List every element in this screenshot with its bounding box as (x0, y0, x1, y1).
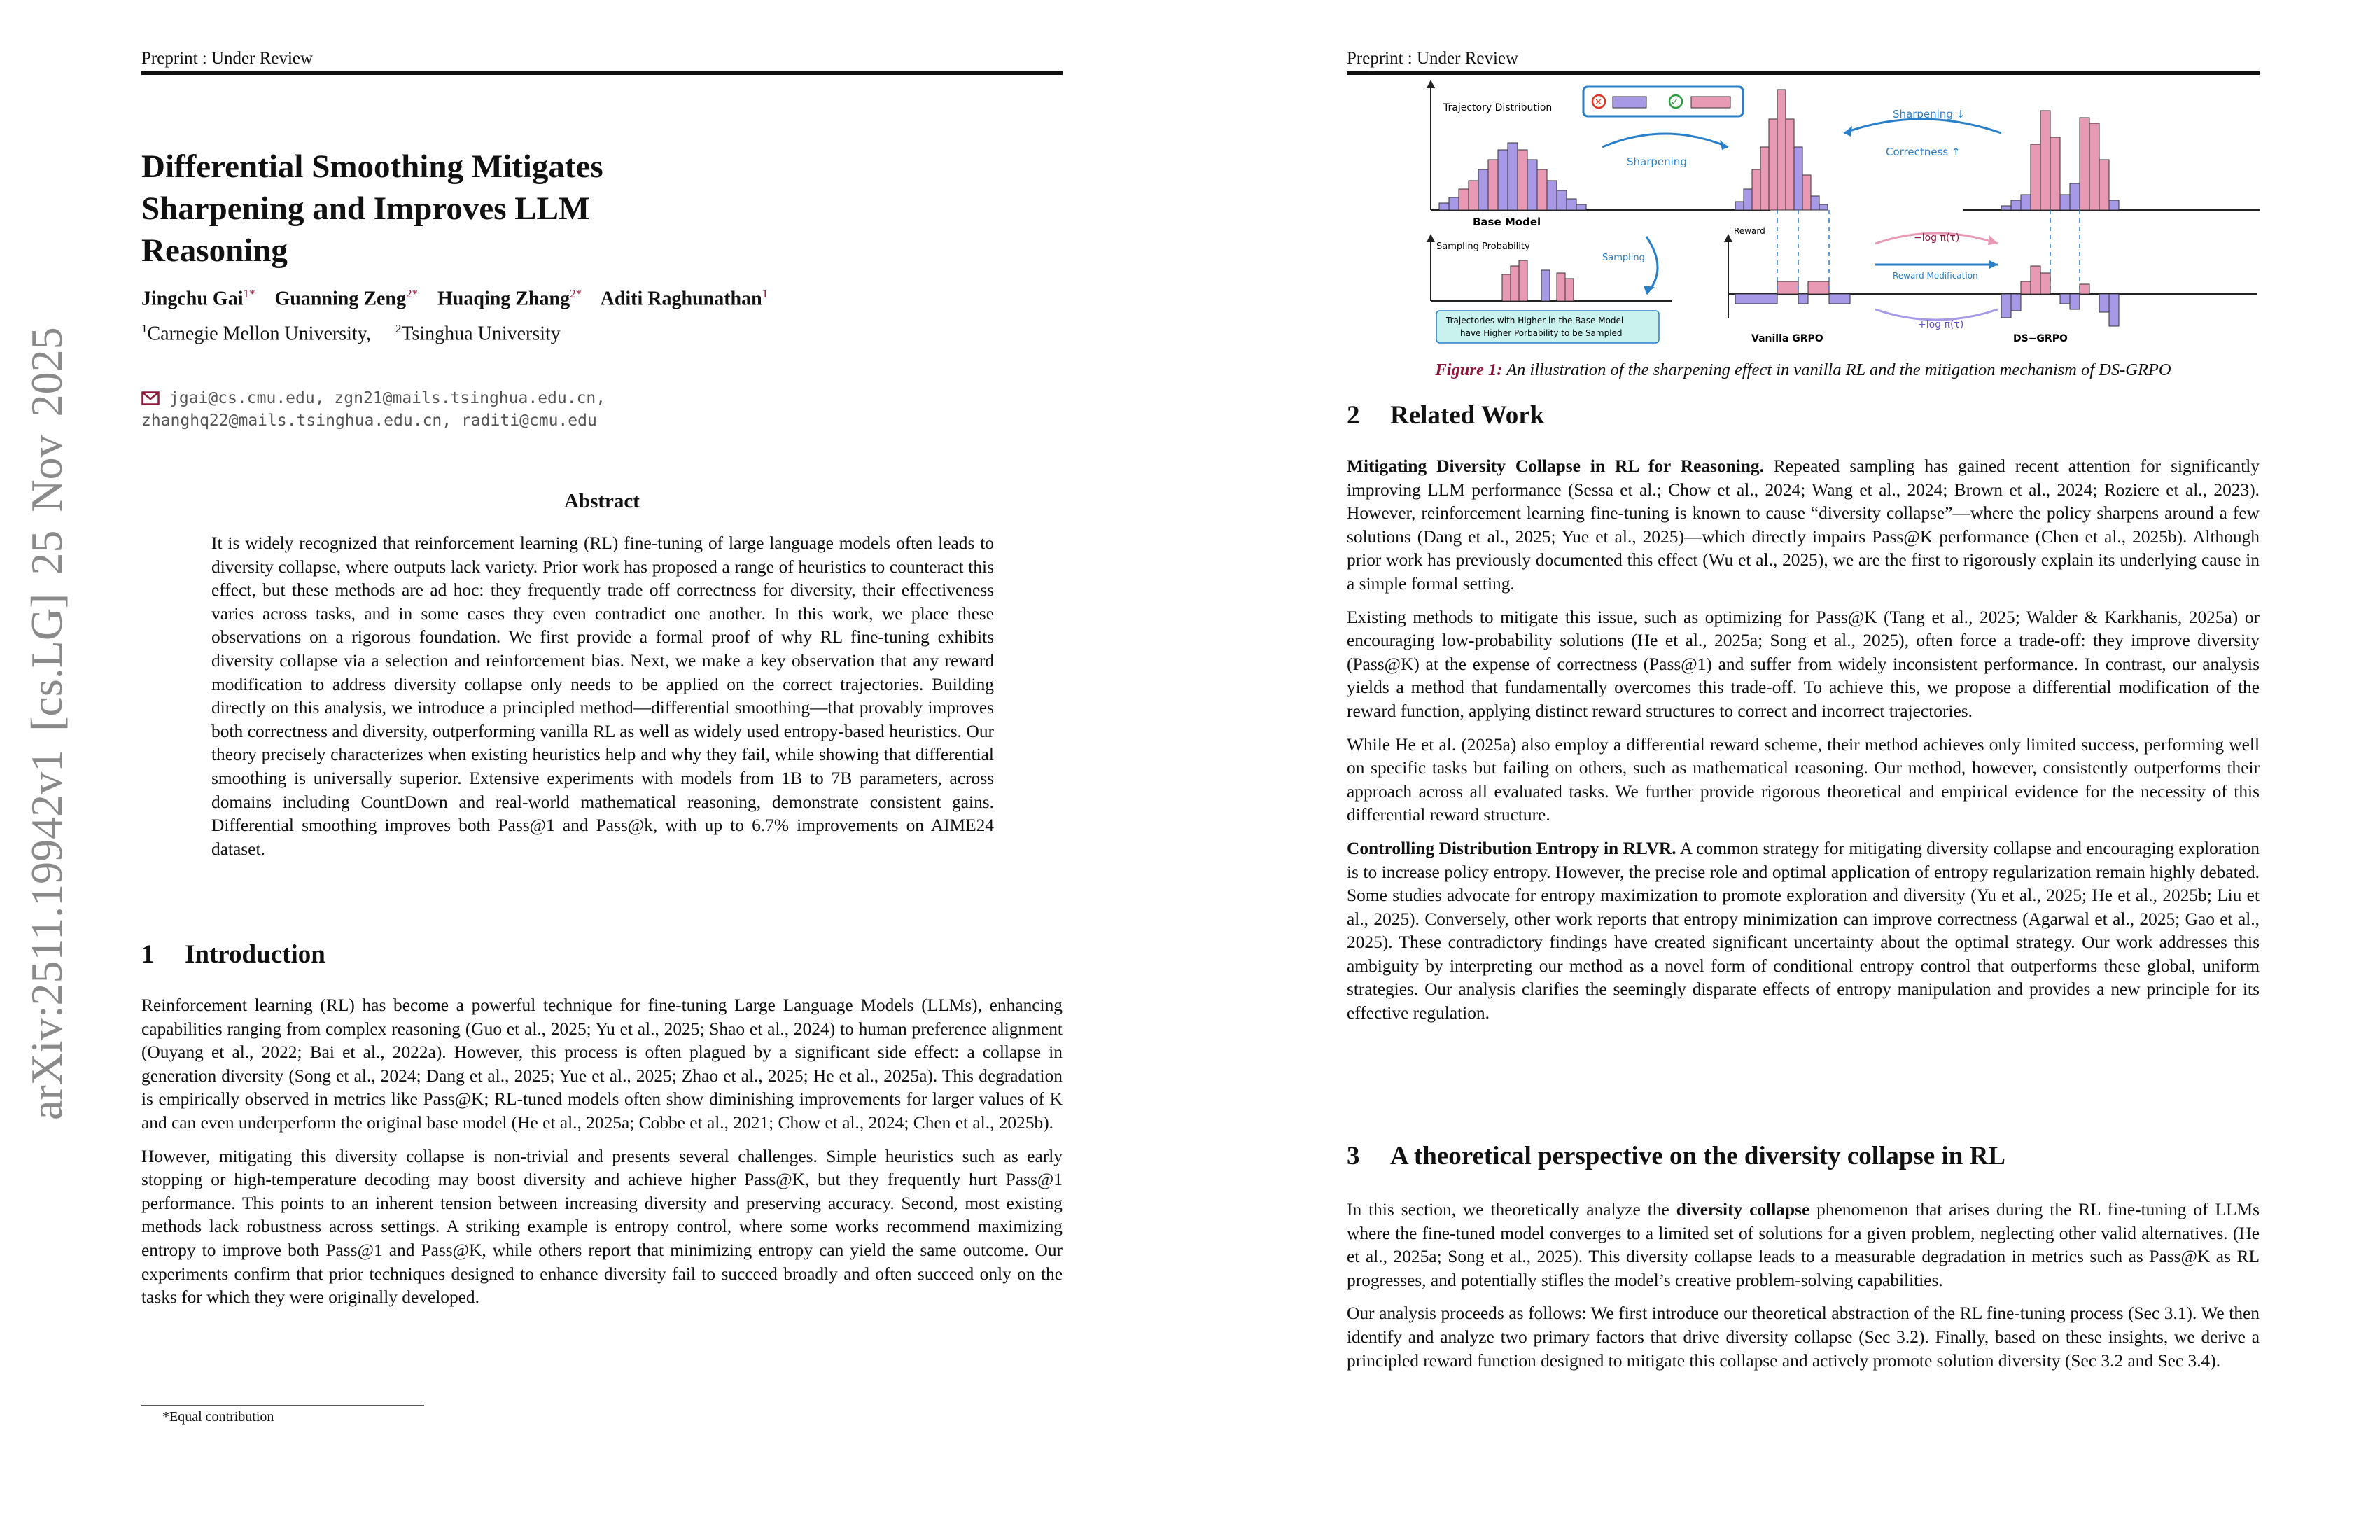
author-name: Huaqing Zhang (438, 288, 570, 310)
abstract-heading: Abstract (564, 490, 640, 512)
mail-icon (141, 391, 160, 405)
affil-name: Carnegie Mellon University, (147, 323, 371, 345)
theory-body (1347, 1198, 2260, 1373)
figure-1 (1347, 77, 2260, 360)
author-mark: 1 (762, 287, 769, 300)
author-mark: 2* (570, 287, 582, 300)
correctness-label: Correctness ↑ (1886, 146, 1961, 158)
author-name: Aditi Raghunathan (600, 288, 762, 310)
section-title: A theoretical perspective on the diversity collapse in RL (1390, 1142, 2005, 1170)
sharpening-right-label: Sharpening ↓ (1893, 108, 1966, 120)
section-number: 2 (1347, 401, 1360, 430)
svg-text:✕: ✕ (1595, 97, 1602, 108)
paragraph-text: Repeated sampling has gained recent attention for significantly improving LLM performance (Sessa et al.; Chow et al., 2024; Wang et al., 2024; Brown et al., 2024; Roziere et al., 2023). However, reinforcement learning fine-tuning is known to cause “diversity collapse”—where the policy sharpens around a few solutions (Dang et al., 2025; Yue et al., 2025)—which directly impairs Pass@K performance (Chen et al., 2025b). Although prior work has previously documented this effect (Wu et al., 2025), we are the first to rigorously explain its underlying cause in a simple formal setting. (1347, 456, 2260, 594)
author-list (141, 287, 1063, 310)
reward-modification-label: Reward Modification (1893, 271, 1978, 281)
title-line: Sharpening and Improves LLM (141, 190, 590, 227)
sampling-label: Sampling (1602, 253, 1645, 263)
paragraph-title: Controlling Distribution Entropy in RLVR. (1347, 838, 1676, 858)
related-paragraph-3: While He et al. (2025a) also employ a differential reward scheme, their method achieves only limited success, performing well on specific tasks but failing on others, such as mathematical reasoning. Our method, however, consistently outperforms their approach across all evaluated tasks. We further provide rigorous theoretical and empirical evidence for the necessity of this differential reward structure. (1347, 734, 2260, 825)
author-name: Jingchu Gai (141, 288, 244, 310)
related-paragraph-4 (1347, 837, 2260, 1026)
title-line: Differential Smoothing Mitigates (141, 148, 603, 185)
section-number: 3 (1347, 1142, 1360, 1170)
neg-log-label: −log π(τ) (1914, 232, 1960, 244)
footnote: *Equal contribution (162, 1409, 274, 1424)
section-related (1347, 400, 2260, 430)
author-name: Guanning Zeng (274, 288, 407, 310)
sampling-note-line: Trajectories with Higher in the Base Model (1446, 316, 1624, 326)
footnote-divider (141, 1405, 424, 1406)
intro-paragraph-2: However, mitigating this diversity collapse is non-trivial and presents several challenges. Simple heuristics such as early stopping or high-temperature decoding may boost diversity and achieve higher Pass@K, but they frequently hurt Pass@1 performance. This points to an inherent tension between increasing diversity and preserving accuracy. Second, most existing methods lack robustness across settings. A striking example is entropy control, where some works recommend maximizing entropy to improve both Pass@1 and Pass@K, while others report that minimizing entropy can yield the same outcome. Our experiments confirm that prior techniques designed to enhance diversity fail to succeed broadly and often succeed only on the tasks for which they were originally developed. (141, 1146, 1063, 1308)
paper-title (141, 146, 1063, 272)
reward-label: Reward (1734, 226, 1765, 236)
sampling-note-line: have Higher Porbability to be Sampled (1460, 328, 1623, 338)
paragraph-title: Mitigating Diversity Collapse in RL for Reasoning. (1347, 456, 1764, 476)
related-paragraph-2: Existing methods to mitigate this issue, such as optimizing for Pass@K (Tang et al., 2025; Walder & Karkhanis, 2025a) or encouraging low-probability solutions (He et al., 2025a; Song et al., 2025), often force a trade-off: they improve diversity (Pass@K) at the expense of correctness (Pass@1) and suffer from widely inconsistent performance. In contrast, our analysis yields a method that fundamentally overcomes this trade-off. To achieve this, we propose a differential modification of the reward function, applying distinct reward structures to correct and incorrect trajectories. (1347, 607, 2260, 721)
arxiv-identifier: arXiv:2511.19942v1 [cs.LG] 25 Nov 2025 (22, 327, 71, 1120)
figure-1-caption (1347, 360, 2260, 380)
paragraph-text: A common strategy for mitigating diversity collapse and encouraging exploration is to increase policy entropy. However, the precise role and optimal application of entropy regularization remain highly debated. Some studies advocate for entropy maximization to promote exploration and diversity (Yu et al., 2025; He et al., 2025b; Liu et al., 2025). Conversely, other work reports that entropy minimization can improve correctness (Agarwal et al., 2025; Gao et al., 2025). These contradictory findings have created significant uncertainty about the optimal strategy. Our work addresses this ambiguity by interpreting our method as a novel form of conditional entropy control that outperforms these global, uniform strategies. Our analysis clarifies the seemingly disparate effects of entropy manipulation and provides a new principle for its effective regulation. (1347, 838, 2260, 1023)
section-title: Related Work (1390, 401, 1545, 430)
sharpening-left-label: Sharpening (1627, 155, 1687, 168)
key-term: diversity collapse (1676, 1200, 1810, 1219)
running-head: Preprint : Under Review (141, 49, 1063, 75)
theory-paragraph-1 (1347, 1198, 2260, 1292)
affil-name: Tsinghua University (401, 323, 561, 345)
base-model-bars (1439, 143, 1586, 210)
theory-paragraph-2: Our analysis proceeds as follows: We first introduce our theoretical abstraction of the RL fine-tuning process (Sec 3.1). We then identify and analyze two primary factors that drive diversity collapse (Sec 3.2). Finally, based on these insights, we derive a principled reward function designed to mitigate this collapse and actively promote solution diversity (Sec 3.2 and Sec 3.4). (1347, 1303, 2260, 1371)
figure-label: Figure 1: (1435, 360, 1503, 379)
pos-log-label: +log π(τ) (1918, 319, 1964, 330)
paragraph-text: phenomenon that arises during the RL fine-tuning of LLMs where the fine-tuned model converges to a limited set of solutions for a given problem, neglecting other valid alternatives. (He et al., 2025a; Song et al., 2025). This diversity collapse leads to a measurable degradation in metrics such as Pass@K as RL progresses, and potentially stifles the model’s creative problem-solving capabilities. (1347, 1200, 2260, 1290)
figure-1-diagram (1347, 77, 2260, 357)
abstract-text: It is widely recognized that reinforcement learning (RL) fine-tuning of large language models often leads to diversity collapse, where outputs lack variety. Prior work has proposed a range of heuristics to counteract this effect, but these methods are ad hoc: they frequently trade off correctness for diversity, their effectiveness varies across tasks, and in some cases they even contradict one another. In this work, we place these observations on a rigorous foundation. We first provide a formal proof of why RL fine-tuning exhibits diversity collapse via a selection and reinforcement bias. Next, we make a key observation that any reward modification to address diversity collapse only needs to be applied on the correct trajectories. Building directly on this analysis, we introduce a principled method—differential smoothing—that provably improves both correctness and diversity, outperforming vanilla RL as well as widely used entropy-based heuristics. Our theory precisely characterizes when existing heuristics help and why they fail, while showing that differential smoothing is universally superior. Extensive experiments with models from 1B to 7B parameters, across domains including CountDown and real-world mathematical reasoning, demonstrate consistent gains. Differential smoothing improves both Pass@1 and Pass@k, with up to 6.7% improvements on AIME24 dataset. (211, 533, 994, 859)
email-line[interactable]: zhanghq22@mails.tsinghua.edu.cn, raditi@cmu.edu (141, 412, 597, 430)
section-theory (1347, 1141, 2260, 1171)
page-right (1190, 0, 2380, 1540)
ds-grpo-label: DS−GRPO (2013, 333, 2068, 344)
affiliations (141, 322, 1063, 345)
affil-mark: 2 (395, 322, 402, 335)
related-paragraph-1 (1347, 455, 2260, 596)
section-heading (1347, 400, 2260, 430)
running-head: Preprint : Under Review (1347, 49, 2260, 75)
section-number: 1 (141, 940, 155, 969)
base-model-label: Base Model (1473, 216, 1541, 228)
title-line: Reasoning (141, 232, 288, 269)
figure-caption-text: An illustration of the sharpening effect in vanilla RL and the mitigation mechanism of DS-GRPO (1506, 360, 2171, 379)
related-body (1347, 455, 2260, 1026)
author-mark: 2* (406, 287, 419, 300)
affil-mark: 1 (141, 322, 148, 335)
email-line[interactable]: jgai@cs.cmu.edu, zgn21@mails.tsinghua.edu.cn, (169, 389, 606, 407)
section-intro (141, 939, 1063, 969)
section-heading (1347, 1141, 2260, 1171)
sampling-probability-label: Sampling Probability (1436, 241, 1530, 252)
svg-text:✓: ✓ (1671, 97, 1679, 108)
ds-grpo-bars (2001, 111, 2119, 210)
author-mark: 1* (243, 287, 255, 300)
section-heading (141, 939, 1063, 969)
section-title: Introduction (185, 940, 326, 969)
intro-paragraph-1: Reinforcement learning (RL) has become a powerful technique for fine-tuning Large Language Models (LLMs), enhancing capabilities ranging from complex reasoning (Guo et al., 2025; Yu et al., 2025; Shao et al., 2024) to human preference alignment (Ouyang et al., 2022; Bai et al., 2022a). However, this process is often plagued by a significant side effect: a collapse in generation diversity (Song et al., 2024; Dang et al., 2025; Yue et al., 2025; Zhao et al., 2025; He et al., 2025a). This degradation is empirically observed in metrics like Pass@K; RL-tuned models often show diminishing improvements for larger values of K and can even underperform the original base model (He et al., 2025a; Cobbe et al., 2021; Chow et al., 2024; Chen et al., 2025b). (141, 995, 1063, 1133)
paragraph-text: In this section, we theoretically analyze the (1347, 1200, 1670, 1219)
vanilla-grpo-bars (1735, 90, 1828, 210)
intro-body (141, 994, 1063, 1310)
trajectory-distribution-label: Trajectory Distribution (1443, 102, 1553, 113)
abstract-body (211, 532, 994, 861)
email-block (141, 387, 1063, 432)
vanilla-grpo-label: Vanilla GRPO (1751, 333, 1823, 344)
